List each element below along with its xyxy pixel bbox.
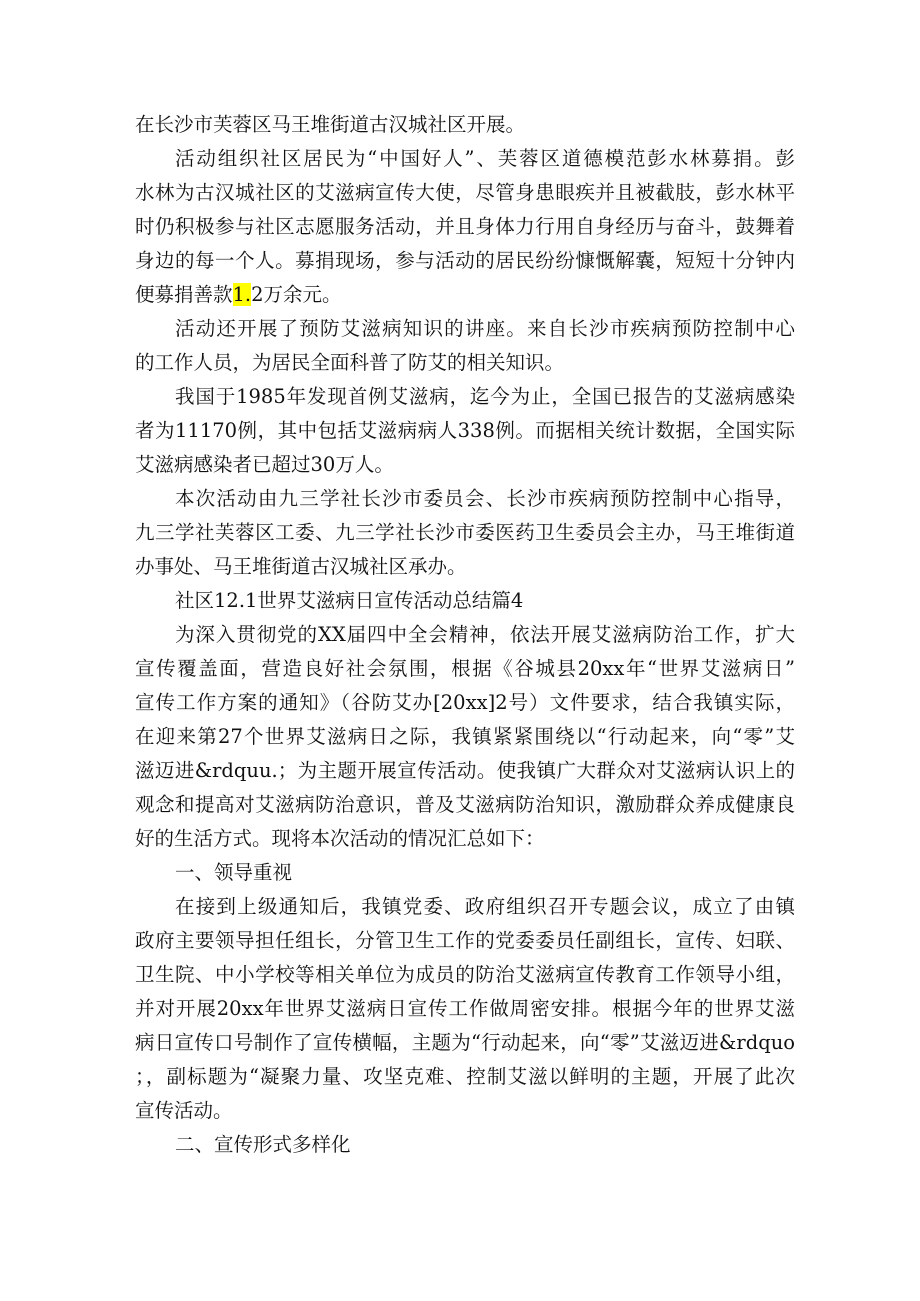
text-line: 我国于1985年发现首例艾滋病，迄今为止，全国已报告的艾滋病感染 <box>175 385 795 408</box>
document-body <box>135 108 795 1162</box>
text-line: 并对开展20xx年世界艾滋病日宣传工作做周密安排。根据今年的世界艾滋 <box>135 997 795 1020</box>
text-line: 宣传活动。 <box>135 1099 233 1122</box>
text-line-highlighted <box>135 278 795 312</box>
text-line: 宣传工作方案的通知》（谷防艾办[20xx]2号）文件要求，结合我镇实际， <box>135 691 795 714</box>
text-line: 政府主要领导担任组长，分管卫生工作的党委委员任副组长，宣传、妇联、 <box>135 929 795 952</box>
section-heading: 二、宣传形式多样化 <box>175 1133 351 1156</box>
text-fragment: 2万余元。 <box>251 283 342 306</box>
text-line: 活动还开展了预防艾滋病知识的讲座。来自长沙市疾病预防控制中心 <box>175 317 795 340</box>
text-line: 艾滋病感染者已超过30万人。 <box>135 453 394 476</box>
text-line: 的工作人员，为居民全面科普了防艾的相关知识。 <box>135 351 565 374</box>
text-line: 身边的每一个人。募捐现场，参与活动的居民纷纷慷慨解囊，短短十分钟内 <box>135 249 795 272</box>
text-line: 卫生院、中小学校等相关单位为成员的防治艾滋病宣传教育工作领导小组， <box>135 963 795 986</box>
text-line: 病日宣传口号制作了宣传横幅，主题为“行动起来，向“零”艾滋迈进&rdquo <box>135 1031 795 1054</box>
text-line: 九三学社芙蓉区工委、九三学社长沙市委医药卫生委员会主办，马王堆街道 <box>135 521 795 544</box>
text-line: 水林为古汉城社区的艾滋病宣传大使，尽管身患眼疾并且被截肢，彭水林平 <box>135 181 795 204</box>
text-line: 在接到上级通知后，我镇党委、政府组织召开专题会议，成立了由镇 <box>175 895 795 918</box>
text-fragment: 便募捐善款 <box>135 283 233 306</box>
text-line: 本次活动由九三学社长沙市委员会、长沙市疾病预防控制中心指导， <box>175 487 795 510</box>
text-line: 在长沙市芙蓉区马王堆街道古汉城社区开展。 <box>135 113 526 136</box>
text-line: 好的生活方式。现将本次活动的情况汇总如下： <box>135 827 545 850</box>
text-line: 为深入贯彻党的XX届四中全会精神，依法开展艾滋病防治工作，扩大 <box>175 623 795 646</box>
text-line: 滋迈进&rdquu.；为主题开展宣传活动。使我镇广大群众对艾滋病认识上的 <box>135 759 795 782</box>
highlighted-text: 1. <box>232 283 252 306</box>
text-line: 在迎来第27个世界艾滋病日之际，我镇紧紧围绕以“行动起来，向“零”艾 <box>135 725 795 748</box>
text-line: 办事处、马王堆街道古汉城社区承办。 <box>135 555 467 578</box>
text-line: 者为11170例，其中包括艾滋病病人338例。而据相关统计数据，全国实际 <box>135 419 795 442</box>
section-heading: 一、领导重视 <box>175 861 293 884</box>
text-line: 活动组织社区居民为“中国好人”、芙蓉区道德模范彭水林募捐。彭 <box>175 147 795 170</box>
section-title: 社区12.1世界艾滋病日宣传活动总结篇4 <box>175 589 524 612</box>
text-line: 宣传覆盖面，营造良好社会氛围，根据《谷城县20xx年“世界艾滋病日” <box>135 657 795 680</box>
text-line: ；，副标题为“凝聚力量、攻坚克难、控制艾滋以鲜明的主题，开展了此次 <box>135 1065 795 1088</box>
text-line: 时仍积极参与社区志愿服务活动，并且身体力行用自身经历与奋斗，鼓舞着 <box>135 215 795 238</box>
text-line: 观念和提高对艾滋病防治意识，普及艾滋病防治知识，激励群众养成健康良 <box>135 793 795 816</box>
